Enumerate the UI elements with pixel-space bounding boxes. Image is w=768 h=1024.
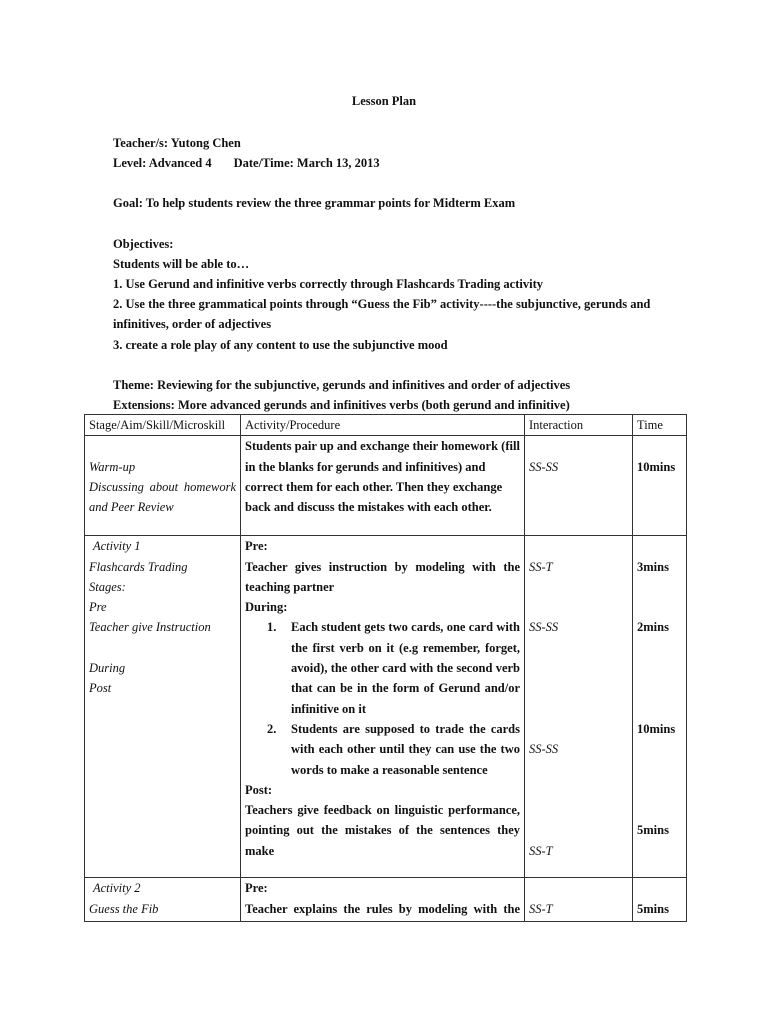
table-header-row xyxy=(85,415,687,436)
objectives-heading: Objectives: xyxy=(113,237,174,251)
stage-line: During xyxy=(89,661,126,676)
datetime-text: Date/Time: March 13, 2013 xyxy=(233,156,380,170)
interaction-value: SS-T xyxy=(529,559,553,574)
pre-text: Teacher explains the rules by modeling with the xyxy=(245,901,520,916)
pre-text: Teacher gives instruction by modeling with the teaching partner xyxy=(245,559,520,594)
time-value: 10mins xyxy=(637,459,676,474)
table-row xyxy=(85,878,687,922)
during-label: During: xyxy=(245,600,288,615)
stage-line: Pre xyxy=(89,600,107,615)
stage-desc: Discussing about homework and Peer Review xyxy=(89,479,236,515)
extensions-line: Extensions: More advanced gerunds and infinitives verbs (both gerund and infinitive) xyxy=(113,398,570,412)
time-cell xyxy=(633,878,687,922)
goal-line: Goal: To help students review the three grammar points for Midterm Exam xyxy=(113,196,516,210)
table-row xyxy=(85,536,687,878)
level-text: Level: Advanced 4 xyxy=(113,156,212,170)
stage-title: Warm-up xyxy=(89,459,136,474)
interaction-value: SS-SS xyxy=(529,742,559,757)
interaction-value: SS-T xyxy=(529,843,553,858)
procedure-cell: Students pair up and exchange their homework (fill in the blanks for gerunds and infinitives) and correct them for each other. Then they exchange back and discuss the mistakes with each other. xyxy=(241,436,525,536)
stage-line: Post xyxy=(89,681,112,696)
teacher-line: Teacher/s: Yutong Chen xyxy=(113,136,241,150)
stage-cell xyxy=(85,878,241,922)
objective-item-1: 1. Use Gerund and infinitive verbs correctly through Flashcards Trading activity xyxy=(113,277,543,291)
stage-title: Activity 1 xyxy=(93,539,141,554)
table-row xyxy=(85,436,687,536)
list-text: Each student gets two cards, one card with the first verb on it (e.g remember, forget, avoid), the other card with the second verb that can be in the form of Gerund and/or infinitive on it xyxy=(291,620,520,716)
header-time: Time xyxy=(633,415,687,436)
interaction-cell xyxy=(525,878,633,922)
objectives-intro: Students will be able to… xyxy=(113,257,250,271)
interaction-value: SS-T xyxy=(529,901,553,916)
stage-title: Activity 2 xyxy=(93,881,141,896)
interaction-value: SS-SS xyxy=(529,459,559,474)
time-cell xyxy=(633,536,687,878)
stage-line: Stages: xyxy=(89,579,126,594)
list-number: 1. xyxy=(267,620,277,635)
lesson-plan-table xyxy=(84,414,687,922)
interaction-cell xyxy=(525,536,633,878)
time-value: 10mins xyxy=(637,721,676,736)
time-value: 3mins xyxy=(637,559,669,574)
post-text: Teachers give feedback on linguistic performance, pointing out the mistakes of the sentences they make xyxy=(245,803,520,858)
list-text: Students are supposed to trade the cards with each other until they can use the two words to make a reasonable sentence xyxy=(291,721,520,777)
stage-line: Flashcards Trading xyxy=(89,559,188,574)
time-cell xyxy=(633,436,687,536)
page-title: Lesson Plan xyxy=(351,94,417,108)
objective-item-3: 3. create a role play of any content to use the subjunctive mood xyxy=(113,338,448,352)
time-value: 2mins xyxy=(637,620,669,635)
level-date-line xyxy=(113,153,380,173)
stage-cell xyxy=(85,436,241,536)
list-item xyxy=(245,617,520,718)
pre-label: Pre: xyxy=(245,539,268,554)
stage-cell xyxy=(85,536,241,878)
header-procedure: Activity/Procedure xyxy=(241,415,525,436)
interaction-cell xyxy=(525,436,633,536)
pre-label: Pre: xyxy=(245,881,268,896)
list-item xyxy=(245,719,520,780)
theme-line: Theme: Reviewing for the subjunctive, gerunds and infinitives and order of adjectives xyxy=(113,378,571,392)
post-label: Post: xyxy=(245,782,273,797)
objective-item-2: 2. Use the three grammatical points through “Guess the Fib” activity----the subjunctive, gerunds and infinitives, order of adjectives xyxy=(113,297,651,331)
procedure-cell xyxy=(241,536,525,878)
list-number: 2. xyxy=(267,721,277,736)
procedure-cell xyxy=(241,878,525,922)
interaction-value: SS-SS xyxy=(529,620,559,635)
time-value: 5mins xyxy=(637,823,669,838)
header-stage: Stage/Aim/Skill/Microskill xyxy=(85,415,241,436)
stage-line: Teacher give Instruction xyxy=(89,620,211,635)
time-value: 5mins xyxy=(637,901,669,916)
stage-line: Guess the Fib xyxy=(89,901,159,916)
header-interaction: Interaction xyxy=(525,415,633,436)
